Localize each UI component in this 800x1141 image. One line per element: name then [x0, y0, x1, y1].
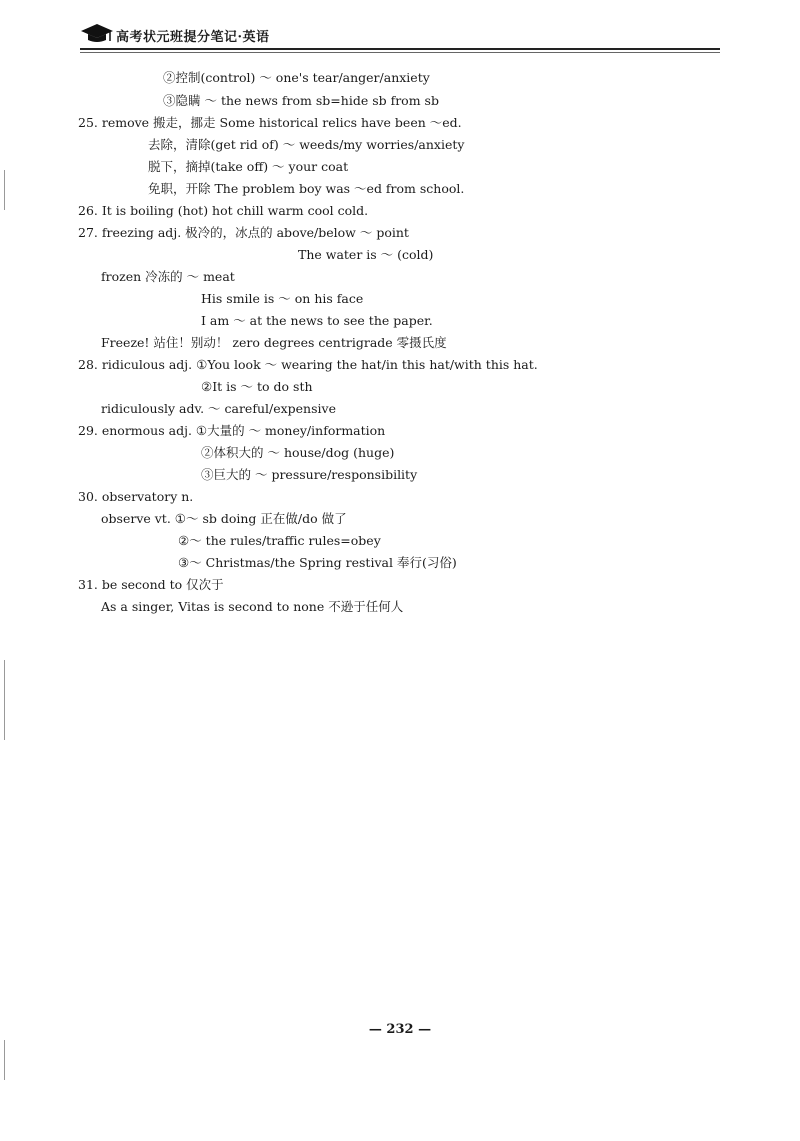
note-line: 29. enormous adj. ①大量的 ～ money/information: [78, 423, 386, 438]
page-number: — 232 —: [368, 1022, 432, 1037]
margin-mark: [4, 660, 5, 740]
note-line: As a singer, Vitas is second to none 不逊于任何人: [101, 599, 404, 614]
header-rule-thin: [80, 52, 720, 53]
note-line: 27. freezing adj. 极冷的，冰点的 above/below ～ point: [78, 225, 409, 240]
note-line: 脱下，摘掉(take off) ～ your coat: [148, 159, 349, 174]
book-title: 高考状元班提分笔记·英语: [116, 30, 270, 45]
note-line: The water is ～ (cold): [298, 247, 434, 262]
note-line: His smile is ～ on his face: [201, 291, 364, 306]
note-line: 31. be second to 仅次于: [78, 577, 224, 592]
note-line: 免职，开除 The problem boy was ～ed from school.: [148, 181, 465, 196]
note-line: 26. It is boiling (hot) hot chill warm cool cold.: [78, 203, 369, 218]
header-rule: [80, 48, 720, 50]
note-line: ②～ the rules/traffic rules=obey: [178, 533, 381, 548]
note-line: I am ～ at the news to see the paper.: [201, 313, 433, 328]
note-line: ②控制(control) ～ one's tear/anger/anxiety: [163, 70, 430, 85]
note-line: observe vt. ①～ sb doing 正在做/do 做了: [101, 511, 347, 526]
graduation-cap-icon: [80, 22, 114, 44]
note-line: 25. remove 搬走，挪走 Some historical relics have been ～ed.: [78, 115, 462, 130]
note-line: 30. observatory n.: [78, 489, 194, 504]
note-line: 28. ridiculous adj. ①You look ～ wearing the hat/in this hat/with this hat.: [78, 357, 538, 372]
note-line: ridiculously adv. ～ careful/expensive: [101, 401, 336, 416]
note-line: frozen 冷冻的 ～ meat: [101, 269, 235, 284]
note-line: ②It is ～ to do sth: [201, 379, 313, 394]
margin-mark: [4, 1040, 5, 1080]
note-line: 去除，清除(get rid of) ～ weeds/my worries/anxiety: [148, 137, 465, 152]
note-line: ③巨大的 ～ pressure/responsibility: [201, 467, 418, 482]
page-header: [80, 22, 720, 48]
margin-mark: [4, 170, 5, 210]
note-line: ②体积大的 ～ house/dog (huge): [201, 445, 395, 460]
note-line: ③隐瞒 ～ the news from sb=hide sb from sb: [163, 93, 439, 108]
note-line: Freeze! 站住！别动！ zero degrees centrigrade 零摄氏度: [101, 335, 447, 350]
note-line: ③～ Christmas/the Spring restival 奉行(习俗): [178, 555, 457, 570]
